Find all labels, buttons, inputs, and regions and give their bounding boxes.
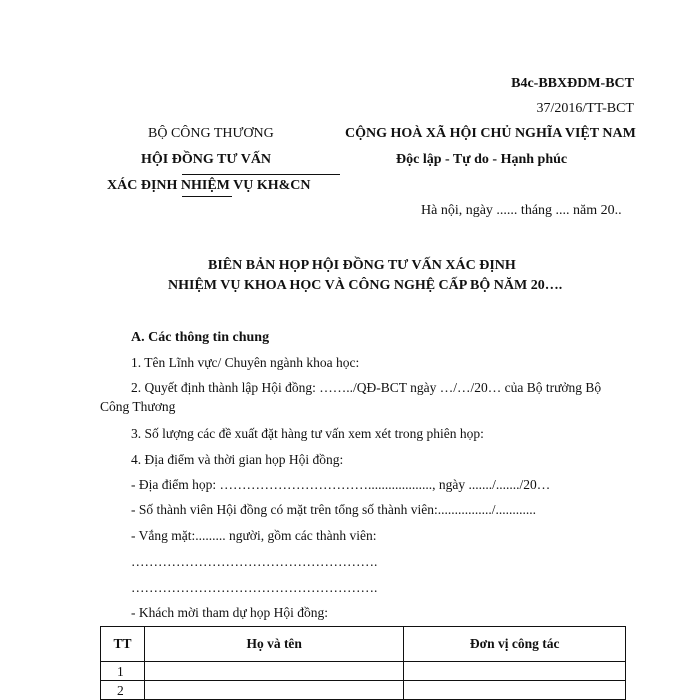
row-organization — [404, 662, 626, 681]
table-header-row — [101, 627, 626, 662]
row-number: 1 — [101, 662, 145, 681]
absent-dots-line1: ………………………………………………. — [131, 554, 378, 569]
item-decision-line1: 2. Quyết định thành lập Hội đồng: ……../QĐ-BCT ngày …/…/20… của Bộ trưởng Bộ — [131, 380, 602, 395]
row-name — [144, 662, 403, 681]
row-name — [144, 681, 403, 700]
form-code: B4c-BBXĐDM-BCT — [511, 76, 634, 91]
national-motto: Độc lập - Tự do - Hạnh phúc — [396, 152, 568, 167]
item-proposal-count: 3. Số lượng các đề xuất đặt hàng tư vấn xem xét trong phiên họp: — [131, 426, 484, 441]
council-name-line2: XÁC ĐỊNH NHIỆM VỤ KH&CN — [107, 178, 311, 193]
council-name-line1: HỘI ĐỒNG TƯ VẤN — [141, 152, 272, 167]
meeting-location: - Địa điểm họp: ……………………………..................., ngày ......./......./20… — [131, 477, 551, 492]
council-underline — [182, 174, 340, 175]
date-line: Hà nội, ngày ...... tháng .... năm 20.. — [421, 203, 622, 218]
item-decision-line2: Công Thương — [100, 399, 176, 414]
row-number: 2 — [101, 681, 145, 700]
row-organization — [404, 681, 626, 700]
table-row — [101, 662, 626, 681]
members-absent: - Vắng mặt:......... người, gồm các thành viên: — [131, 528, 377, 543]
document-title-line2: NHIỆM VỤ KHOA HỌC VÀ CÔNG NGHỆ CẤP BỘ NĂM 20…. — [168, 278, 563, 293]
item-location-time: 4. Địa điểm và thời gian họp Hội đồng: — [131, 452, 344, 467]
council-underline-short — [182, 196, 232, 197]
header-no: TT — [101, 627, 145, 662]
absent-dots-line2: ………………………………………………. — [131, 580, 378, 595]
guests-label: - Khách mời tham dự họp Hội đồng: — [131, 605, 329, 620]
header-full-name: Họ và tên — [144, 627, 403, 662]
item-field-of-science: 1. Tên Lĩnh vực/ Chuyên ngành khoa học: — [131, 355, 360, 370]
members-table — [100, 626, 626, 700]
header-organization: Đơn vị công tác — [404, 627, 626, 662]
ministry-name: BỘ CÔNG THƯƠNG — [148, 126, 274, 141]
circular-number: 37/2016/TT-BCT — [536, 101, 634, 116]
members-present: - Số thành viên Hội đồng có mặt trên tổng số thành viên:................/............ — [131, 502, 536, 517]
document-title-line1: BIÊN BẢN HỌP HỘI ĐỒNG TƯ VẤN XÁC ĐỊNH — [208, 258, 516, 273]
nation-name: CỘNG HOÀ XÃ HỘI CHỦ NGHĨA VIỆT NAM — [345, 126, 636, 141]
section-a-heading: A. Các thông tin chung — [131, 330, 270, 345]
table-row — [101, 681, 626, 700]
